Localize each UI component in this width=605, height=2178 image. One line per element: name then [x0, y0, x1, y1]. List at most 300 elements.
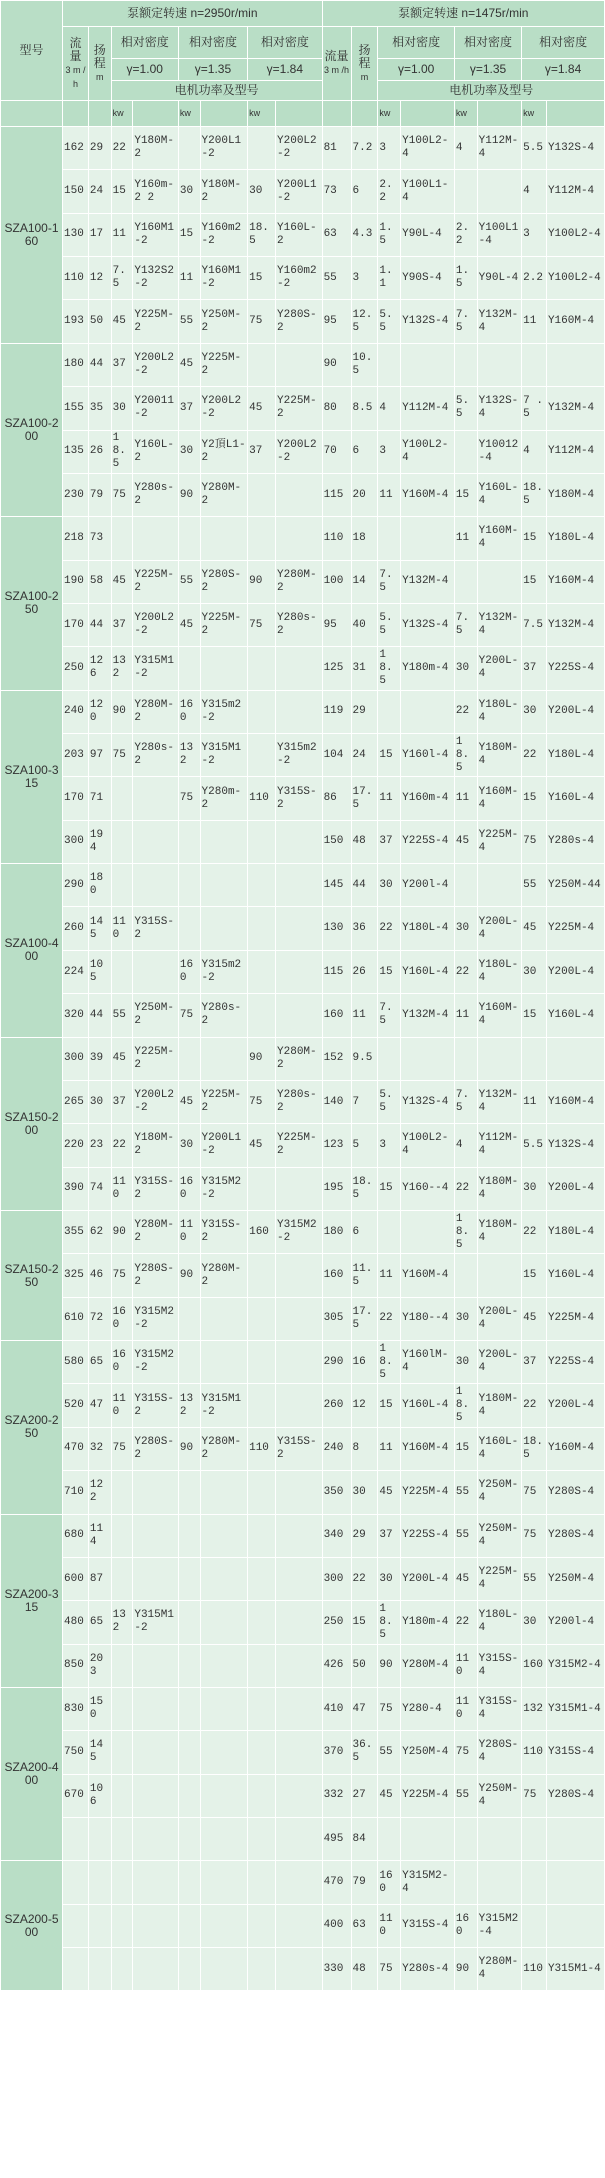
- table-cell: Y315M1-2: [133, 1601, 179, 1644]
- table-cell: [248, 1818, 276, 1861]
- table-cell: Y315S-2: [276, 777, 323, 820]
- table-cell: 29: [351, 1514, 378, 1557]
- table-cell: Y315M1-2: [200, 1384, 248, 1427]
- table-cell: 110: [522, 1948, 547, 1991]
- table-cell: Y225M-2: [200, 1080, 248, 1123]
- table-cell: 850: [63, 1644, 89, 1687]
- table-cell: [63, 1861, 89, 1904]
- table-cell: 370: [322, 1731, 351, 1774]
- table-cell: [200, 1341, 248, 1384]
- table-cell: Y100L1-4: [477, 213, 521, 256]
- table-cell: 75: [248, 300, 276, 343]
- table-cell: [178, 1687, 200, 1730]
- table-cell: Y200L-4: [477, 1341, 521, 1384]
- table-cell: Y280s-2: [133, 734, 179, 777]
- table-cell: Y160M-4: [546, 1427, 604, 1470]
- table-cell: 55: [111, 994, 133, 1037]
- table-cell: [276, 1557, 323, 1600]
- table-cell: 90: [322, 343, 351, 386]
- table-cell: 45: [522, 1297, 547, 1340]
- table-cell: 80: [322, 387, 351, 430]
- table-cell: [248, 820, 276, 863]
- table-cell: 160: [454, 1904, 477, 1947]
- table-cell: [178, 1514, 200, 1557]
- table-cell: Y200L2-2: [133, 343, 179, 386]
- table-cell: 240: [322, 1427, 351, 1470]
- table-row: [1, 690, 605, 733]
- kw-label: kw: [522, 101, 547, 127]
- table-cell: 29: [351, 690, 378, 733]
- table-cell: 26: [351, 950, 378, 993]
- table-cell: 7.5: [522, 603, 547, 646]
- table-cell: 160: [522, 1644, 547, 1687]
- table-cell: 55: [522, 1557, 547, 1600]
- table-cell: Y315M2-2: [276, 1210, 323, 1253]
- table-cell: Y315S-2: [200, 1210, 248, 1253]
- table-cell: 90: [378, 1644, 401, 1687]
- table-cell: 1.5: [378, 213, 401, 256]
- table-cell: Y160L-4: [477, 1427, 521, 1470]
- table-row: [1, 343, 605, 386]
- table-cell: 110: [178, 1210, 200, 1253]
- table-cell: 29: [88, 127, 111, 170]
- table-cell: Y160M-4: [401, 1427, 455, 1470]
- table-cell: 15: [522, 994, 547, 1037]
- table-cell: 11: [378, 1254, 401, 1297]
- table-row: [1, 1254, 605, 1297]
- header-blank: [200, 101, 248, 127]
- table-cell: 74: [88, 1167, 111, 1210]
- table-cell: 30: [522, 950, 547, 993]
- table-cell: [454, 864, 477, 907]
- table-cell: Y112M-4: [477, 1124, 521, 1167]
- table-cell: [248, 1471, 276, 1514]
- table-cell: 300: [63, 820, 89, 863]
- table-cell: [63, 1904, 89, 1947]
- density-header-3: 相对密度: [248, 27, 322, 59]
- table-cell: 150: [63, 170, 89, 213]
- table-cell: 55: [454, 1471, 477, 1514]
- table-row: [1, 1774, 605, 1817]
- table-cell: [276, 473, 323, 516]
- table-cell: Y280M-4: [401, 1644, 455, 1687]
- table-cell: 75: [248, 1080, 276, 1123]
- table-cell: [248, 1731, 276, 1774]
- table-cell: Y315S-4: [477, 1644, 521, 1687]
- table-cell: 37: [111, 343, 133, 386]
- table-cell: Y100L2-4: [401, 127, 455, 170]
- table-cell: [454, 170, 477, 213]
- table-row: [1, 300, 605, 343]
- table-cell: [178, 1037, 200, 1080]
- table-cell: 11: [178, 257, 200, 300]
- table-cell: [200, 1557, 248, 1600]
- speed-1475-header: 泵额定转速 n=1475r/min: [322, 1, 604, 27]
- table-cell: 24: [88, 170, 111, 213]
- table-cell: Y20011-2: [133, 387, 179, 430]
- table-cell: [276, 343, 323, 386]
- table-cell: 27: [351, 1774, 378, 1817]
- table-cell: 22: [111, 1124, 133, 1167]
- table-cell: [248, 1254, 276, 1297]
- table-cell: 680: [63, 1514, 89, 1557]
- table-row: [1, 1948, 605, 1991]
- table-cell: [248, 1774, 276, 1817]
- table-cell: 37: [178, 387, 200, 430]
- table-row: [1, 1124, 605, 1167]
- table-cell: Y250M-4: [477, 1471, 521, 1514]
- table-cell: [276, 1948, 323, 1991]
- table-cell: [522, 1818, 547, 1861]
- table-cell: Y180M-2: [133, 1124, 179, 1167]
- table-cell: 2.2: [454, 213, 477, 256]
- table-cell: 15: [522, 560, 547, 603]
- table-cell: Y225M-4: [546, 1297, 604, 1340]
- table-cell: 14: [351, 560, 378, 603]
- table-cell: 3: [351, 257, 378, 300]
- density-value: γ=1.35: [454, 59, 521, 81]
- table-cell: 70: [322, 430, 351, 473]
- model-cell: SZA100-400: [1, 864, 63, 1037]
- table-row: [1, 1861, 605, 1904]
- table-cell: Y250M-2: [133, 994, 179, 1037]
- table-cell: [378, 343, 401, 386]
- table-cell: Y180M-2: [200, 170, 248, 213]
- table-cell: Y280m-2: [200, 777, 248, 820]
- table-cell: 2.2: [522, 257, 547, 300]
- table-cell: Y315m2-2: [276, 734, 323, 777]
- table-cell: [248, 1557, 276, 1600]
- table-cell: Y280s-2: [276, 1080, 323, 1123]
- table-cell: 480: [63, 1601, 89, 1644]
- head-header: 扬程 m: [88, 27, 111, 101]
- table-row: [1, 647, 605, 690]
- table-cell: [248, 1167, 276, 1210]
- table-cell: 203: [88, 1644, 111, 1687]
- table-cell: 22: [111, 127, 133, 170]
- table-cell: [477, 1037, 521, 1080]
- table-cell: 180: [63, 343, 89, 386]
- table-cell: 162: [63, 127, 89, 170]
- table-cell: 6: [351, 170, 378, 213]
- table-cell: 18: [351, 517, 378, 560]
- table-cell: Y180L-4: [477, 690, 521, 733]
- table-row: [1, 1341, 605, 1384]
- table-cell: 670: [63, 1774, 89, 1817]
- table-cell: 140: [322, 1080, 351, 1123]
- table-cell: Y225S-4: [546, 647, 604, 690]
- table-cell: 132: [178, 734, 200, 777]
- table-cell: 95: [322, 603, 351, 646]
- table-cell: 95: [322, 300, 351, 343]
- table-cell: Y280S-2: [276, 300, 323, 343]
- table-cell: Y280s-2: [133, 473, 179, 516]
- table-cell: 18.5: [378, 647, 401, 690]
- table-cell: [111, 1687, 133, 1730]
- table-cell: Y180m-4: [401, 1601, 455, 1644]
- table-cell: [546, 1818, 604, 1861]
- table-cell: [546, 1037, 604, 1080]
- table-cell: 55: [522, 864, 547, 907]
- motor-header: 电机功率及型号: [378, 81, 605, 101]
- table-cell: [378, 1037, 401, 1080]
- table-cell: Y315S-4: [477, 1687, 521, 1730]
- table-cell: 155: [63, 387, 89, 430]
- table-cell: Y112M-4: [546, 430, 604, 473]
- table-cell: [200, 864, 248, 907]
- table-cell: 7: [351, 1080, 378, 1123]
- table-cell: 7 .5: [522, 387, 547, 430]
- table-cell: 240: [63, 690, 89, 733]
- table-cell: 75: [378, 1687, 401, 1730]
- table-cell: Y132S-4: [546, 1124, 604, 1167]
- table-cell: Y200L-4: [477, 907, 521, 950]
- table-cell: [133, 517, 179, 560]
- table-cell: 30: [178, 170, 200, 213]
- table-cell: 610: [63, 1297, 89, 1340]
- table-cell: 4: [378, 387, 401, 430]
- table-cell: 260: [322, 1384, 351, 1427]
- table-cell: Y160m2-2: [200, 213, 248, 256]
- table-cell: 75: [378, 1948, 401, 1991]
- table-cell: [200, 1948, 248, 1991]
- table-cell: Y225M-4: [401, 1471, 455, 1514]
- density-header-2: 相对密度: [178, 27, 247, 59]
- table-cell: Y315S-4: [546, 1731, 604, 1774]
- table-cell: 104: [322, 734, 351, 777]
- kw-label: kw: [111, 101, 133, 127]
- table-cell: 22: [522, 1210, 547, 1253]
- table-cell: 7.2: [351, 127, 378, 170]
- table-cell: Y180L-4: [546, 517, 604, 560]
- flow-header: 流量 3 m /h: [63, 27, 89, 101]
- table-cell: 12: [88, 257, 111, 300]
- table-cell: 11: [111, 213, 133, 256]
- table-cell: Y160L-2: [133, 430, 179, 473]
- table-cell: [111, 517, 133, 560]
- table-cell: 55: [178, 560, 200, 603]
- table-cell: 45: [248, 387, 276, 430]
- table-cell: Y225M-2: [133, 1037, 179, 1080]
- table-cell: Y180L-4: [546, 734, 604, 777]
- kw-label: kw: [378, 101, 401, 127]
- table-cell: [401, 1210, 455, 1253]
- header-blank: [88, 101, 111, 127]
- table-cell: [276, 1774, 323, 1817]
- table-cell: 180: [88, 864, 111, 907]
- table-cell: 22: [378, 1297, 401, 1340]
- table-cell: Y160L-4: [401, 1384, 455, 1427]
- table-row: [1, 864, 605, 907]
- table-cell: [454, 1818, 477, 1861]
- table-cell: 400: [322, 1904, 351, 1947]
- table-cell: [276, 517, 323, 560]
- table-cell: Y180L-4: [477, 1601, 521, 1644]
- table-cell: 122: [88, 1471, 111, 1514]
- table-cell: Y315M1-2: [200, 734, 248, 777]
- table-cell: 15: [248, 257, 276, 300]
- table-cell: 90: [111, 1210, 133, 1253]
- table-cell: 4: [522, 430, 547, 473]
- table-cell: Y112M-4: [546, 170, 604, 213]
- table-row: [1, 1384, 605, 1427]
- table-cell: 44: [88, 994, 111, 1037]
- table-cell: 11: [351, 994, 378, 1037]
- table-cell: [111, 820, 133, 863]
- table-cell: [522, 343, 547, 386]
- table-cell: 26: [88, 430, 111, 473]
- table-cell: 110: [248, 777, 276, 820]
- table-cell: 6: [351, 1210, 378, 1253]
- table-cell: [133, 1818, 179, 1861]
- table-cell: [178, 1471, 200, 1514]
- table-cell: [276, 1384, 323, 1427]
- table-cell: Y315m2-2: [200, 690, 248, 733]
- table-cell: 22: [351, 1557, 378, 1600]
- header-blank: [351, 101, 378, 127]
- model-cell: SZA100-200: [1, 343, 63, 516]
- table-cell: 135: [63, 430, 89, 473]
- table-cell: [522, 1037, 547, 1080]
- table-cell: 115: [322, 950, 351, 993]
- table-cell: Y225M-2: [276, 387, 323, 430]
- table-cell: 30: [378, 864, 401, 907]
- table-cell: 22: [454, 1167, 477, 1210]
- table-cell: [200, 907, 248, 950]
- table-cell: Y315M2-4: [477, 1904, 521, 1947]
- table-row: [1, 1904, 605, 1947]
- table-cell: [248, 1644, 276, 1687]
- table-cell: [477, 343, 521, 386]
- table-cell: 4.3: [351, 213, 378, 256]
- table-cell: 40: [351, 603, 378, 646]
- table-cell: Y90L-4: [477, 257, 521, 300]
- table-cell: [200, 1037, 248, 1080]
- table-cell: 37: [378, 1514, 401, 1557]
- table-cell: [111, 1774, 133, 1817]
- table-cell: 7.5: [378, 994, 401, 1037]
- table-cell: [200, 1644, 248, 1687]
- table-cell: 11: [454, 777, 477, 820]
- kw-label: kw: [178, 101, 200, 127]
- table-cell: Y315S-2: [133, 1384, 179, 1427]
- table-cell: 44: [351, 864, 378, 907]
- table-cell: Y280s-2: [276, 603, 323, 646]
- table-cell: Y160L-2: [276, 213, 323, 256]
- table-cell: 218: [63, 517, 89, 560]
- table-cell: Y280M-2: [133, 1210, 179, 1253]
- table-cell: 12.5: [351, 300, 378, 343]
- table-cell: 132: [111, 647, 133, 690]
- table-cell: 750: [63, 1731, 89, 1774]
- table-cell: 58: [88, 560, 111, 603]
- table-cell: Y225M-4: [546, 907, 604, 950]
- table-cell: Y160l-4: [401, 734, 455, 777]
- table-cell: 290: [63, 864, 89, 907]
- table-cell: 332: [322, 1774, 351, 1817]
- table-cell: 30: [378, 1557, 401, 1600]
- table-cell: 300: [322, 1557, 351, 1600]
- table-cell: [276, 1687, 323, 1730]
- table-cell: 7.5: [454, 300, 477, 343]
- table-cell: [178, 864, 200, 907]
- table-row: [1, 820, 605, 863]
- table-cell: 110: [454, 1687, 477, 1730]
- table-cell: [178, 1861, 200, 1904]
- table-cell: 18.5: [111, 430, 133, 473]
- table-cell: 32: [88, 1427, 111, 1470]
- table-cell: 126: [88, 647, 111, 690]
- table-row: [1, 1731, 605, 1774]
- table-cell: [88, 1904, 111, 1947]
- table-row: [1, 1687, 605, 1730]
- table-cell: [178, 1557, 200, 1600]
- table-row: [1, 1297, 605, 1340]
- table-cell: Y132S-4: [401, 300, 455, 343]
- table-cell: 160: [178, 690, 200, 733]
- model-cell: SZA200-315: [1, 1514, 63, 1687]
- table-cell: 5.5: [454, 387, 477, 430]
- table-cell: Y10012-4: [477, 430, 521, 473]
- table-cell: [248, 1297, 276, 1340]
- table-cell: 250: [322, 1601, 351, 1644]
- table-cell: [178, 1644, 200, 1687]
- table-cell: 90: [111, 690, 133, 733]
- table-cell: 15: [378, 1384, 401, 1427]
- table-cell: 520: [63, 1384, 89, 1427]
- table-cell: Y200L-4: [477, 647, 521, 690]
- table-cell: Y315S-2: [133, 1167, 179, 1210]
- table-cell: [111, 777, 133, 820]
- table-cell: 87: [88, 1557, 111, 1600]
- table-cell: [133, 864, 179, 907]
- table-cell: 75: [454, 1731, 477, 1774]
- table-cell: [133, 1687, 179, 1730]
- table-cell: [248, 690, 276, 733]
- table-cell: Y132M-4: [546, 603, 604, 646]
- table-cell: [276, 1341, 323, 1384]
- table-cell: 15: [178, 213, 200, 256]
- table-cell: Y315m2-2: [200, 950, 248, 993]
- table-cell: Y200l-4: [401, 864, 455, 907]
- table-cell: 45: [111, 1037, 133, 1080]
- table-cell: Y315M2-2: [200, 1167, 248, 1210]
- table-cell: [248, 994, 276, 1037]
- table-cell: [200, 1861, 248, 1904]
- table-cell: 55: [454, 1774, 477, 1817]
- table-cell: Y280S-2: [133, 1427, 179, 1470]
- table-cell: Y225M-4: [477, 820, 521, 863]
- table-cell: Y225M-4: [401, 1774, 455, 1817]
- table-cell: 45: [378, 1774, 401, 1817]
- table-cell: 45: [178, 343, 200, 386]
- table-cell: 22: [522, 734, 547, 777]
- table-cell: 75: [111, 1254, 133, 1297]
- table-cell: Y132M-4: [401, 560, 455, 603]
- table-cell: Y160M-4: [401, 1254, 455, 1297]
- table-row: [1, 1167, 605, 1210]
- table-row: [1, 257, 605, 300]
- table-cell: 90: [454, 1948, 477, 1991]
- header-blank: [63, 101, 89, 127]
- table-cell: Y160M-4: [546, 560, 604, 603]
- model-cell: SZA200-500: [1, 1861, 63, 1991]
- table-cell: 72: [88, 1297, 111, 1340]
- table-cell: [248, 1514, 276, 1557]
- table-cell: [200, 1904, 248, 1947]
- table-cell: 11: [522, 300, 547, 343]
- table-cell: 7.5: [111, 257, 133, 300]
